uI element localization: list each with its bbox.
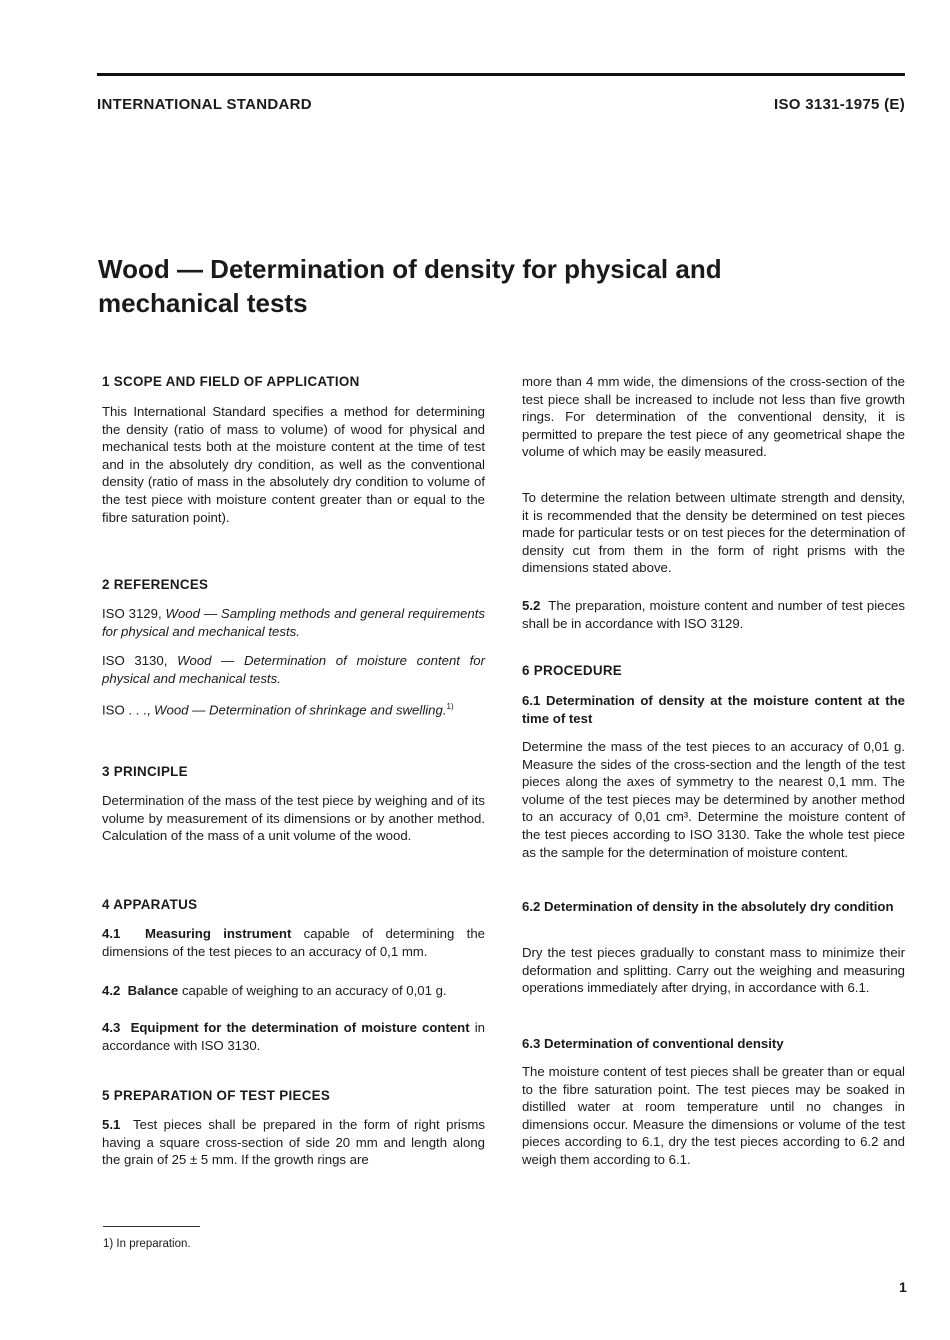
title-line-2: mechanical tests — [98, 288, 308, 318]
clause-5-2 — [522, 597, 905, 632]
clause-4-1 — [102, 925, 485, 960]
clause-number: 5.1 — [102, 1117, 121, 1132]
section-2-heading: 2 REFERENCES — [102, 577, 209, 592]
page-number: 1 — [899, 1279, 907, 1295]
header-left: INTERNATIONAL STANDARD — [97, 96, 312, 113]
ref-number: ISO 3130, — [102, 653, 168, 668]
document-title — [98, 252, 858, 320]
clause-5-1 — [102, 1116, 485, 1169]
title-line-1: Wood — Determination of density for physical and — [98, 254, 722, 284]
footnote-marker: 1) — [446, 702, 454, 711]
clause-number: 4.3 — [102, 1020, 121, 1035]
section-1-heading: 1 SCOPE AND FIELD OF APPLICATION — [102, 374, 360, 389]
clause-5-1-continued: more than 4 mm wide, the dimensions of the cross-section of the test piece shall be increased to include not less than five growth rings. For determination of the conventional density, it is permitted to prepare the test piece of any geometrical shape the volume of which may be easily measured. — [522, 374, 905, 460]
section-5-heading: 5 PREPARATION OF TEST PIECES — [102, 1088, 331, 1103]
clause-6-1-heading: 6.1 Determination of density at the moisture content at the time of test — [522, 693, 905, 726]
clause-6-2-text: Dry the test pieces gradually to constant mass to minimize their deformation and splitting. Carry out the weighing and measuring operations immediately after drying, in accordance with 6.1. — [522, 945, 905, 996]
clause-6-3-text: The moisture content of test pieces shall be greater than or equal to the fibre saturation point. The test pieces may be soaked in distilled water at room temperature until no changes in dimensions occur. Measure the dimensions or volume of the test pieces according to 6.1, dry the test pieces according to 6.2 and weigh them according to 6.1. — [522, 1064, 905, 1167]
header-right: ISO 3131-1975 (E) — [773, 96, 905, 113]
footnote: 1) In preparation. — [103, 1238, 191, 1250]
clause-4-2 — [102, 982, 485, 1000]
clause-term: Measuring instrument — [144, 926, 292, 941]
section-4-heading: 4 APPARATUS — [102, 897, 198, 912]
clause-term: Equipment for the determination of moisture content — [130, 1020, 470, 1035]
clause-6-1-text: Determine the mass of the test pieces to an accuracy of 0,01 g. Measure the sides of the cross-section and the length of the test pieces along the axes of symmetry to the nearest 0,1 mm. The volume of the test pieces may be determined by another method to an accuracy of 0,01 cm³. Determine the moisture content of the test pieces according to ISO 3130. Take the whole test piece as the sample for the determination of moisture content. — [522, 739, 905, 860]
clause-number: 5.2 — [522, 598, 541, 613]
clause-4-3 — [102, 1019, 485, 1054]
ref-title: Wood — Determination of moisture content for physical and mechanical tests. — [102, 653, 485, 686]
reference-3 — [102, 698, 485, 719]
reference-2 — [102, 652, 485, 687]
reference-1 — [102, 605, 485, 640]
clause-text: The preparation, moisture content and number of test pieces shall be in accordance with ISO 3129. — [522, 598, 905, 631]
footnote-rule — [103, 1226, 200, 1227]
section-6-heading: 6 PROCEDURE — [522, 663, 623, 678]
clause-number: 4.1 — [102, 926, 121, 941]
ref-title: Wood — Determination of shrinkage and swelling. — [154, 702, 447, 718]
clause-text: capable of determining the dimensions of the test pieces to an accuracy of 0,1 mm. — [102, 926, 485, 959]
clause-text: in accordance with ISO 3130. — [102, 1020, 486, 1053]
clause-text: Test pieces shall be prepared in the form of right prisms having a square cross-section of side 20 mm and length along the grain of 25 ± 5 mm. If the growth rings are — [102, 1117, 485, 1168]
ref-number: ISO . . ., — [102, 702, 151, 718]
section-1-text: This International Standard specifies a method for determining the density (ratio of mass to volume) of wood for physical and mechanical tests both at the moisture content at the time of test and in the absolutely dry condition, as well as the conventional density (ratio of mass in the absolutely dry condition to volume of the test piece with moisture content greater than or equal to the fibre saturation point). — [102, 404, 485, 525]
section-3-text: Determination of the mass of the test piece by weighing and of its volume by measurement of its dimensions or by another method. Calculation of the mass of a unit volume of the wood. — [102, 793, 485, 844]
clause-6-3-heading: 6.3 Determination of conventional density — [522, 1036, 784, 1051]
clause-term: Balance — [127, 983, 179, 998]
header-rule — [97, 73, 905, 76]
clause-number: 4.2 — [102, 983, 121, 998]
ref-number: ISO 3129, — [102, 606, 162, 621]
clause-6-2-heading: 6.2 Determination of density in the absolutely dry condition — [522, 899, 894, 914]
clause-5-1-paragraph-2: To determine the relation between ultimate strength and density, it is recommended that the density be determined on test pieces made for particular tests or on test pieces for the determination of density cut from them in the form of right prisms with the dimensions stated above. — [522, 490, 905, 576]
clause-text: capable of weighing to an accuracy of 0,01 g. — [181, 983, 447, 998]
ref-title: Wood — Sampling methods and general requirements for physical and mechanical tests. — [102, 606, 485, 639]
section-3-heading: 3 PRINCIPLE — [102, 764, 188, 779]
